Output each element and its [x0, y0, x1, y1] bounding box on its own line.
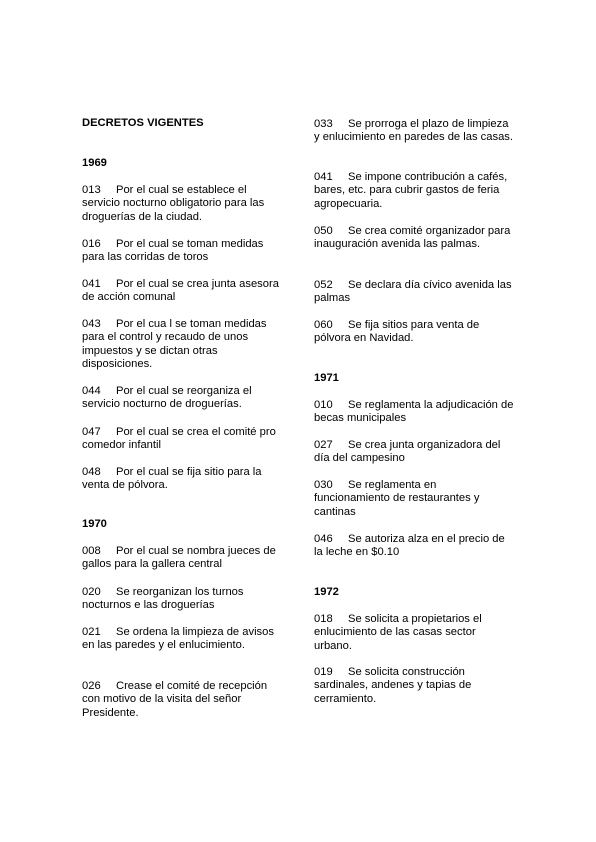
- decree-number: 060: [314, 319, 333, 331]
- decree-entry: [314, 279, 514, 306]
- decree-text: Se crea comité organizador para inauguración avenida las palmas.: [314, 225, 511, 251]
- decree-number: 041: [82, 278, 101, 290]
- decree-text: Se fija sitios para venta de pólvora en Navidad.: [314, 319, 480, 345]
- year-heading: 1972: [314, 586, 339, 598]
- decree-number: 013: [82, 184, 101, 196]
- decree-text: Se solicita a propietarios el enlucimiento de las casas sector urbano.: [314, 613, 482, 652]
- decree-text: Por el cual se toman medidas para las corridas de toros: [82, 238, 264, 264]
- decree-text: Por el cual se reorganiza el servicio nocturno de droguerías.: [82, 385, 252, 411]
- year-heading: 1970: [82, 518, 107, 530]
- decree-text: Se reorganizan los turnos nocturnos e las droguerías: [82, 586, 244, 612]
- decree-text: Por el cual se crea junta asesora de acción comunal: [82, 278, 279, 304]
- decree-entry: [314, 399, 514, 426]
- decree-entry: [82, 278, 280, 305]
- decree-text: Se declara día cívico avenida las palmas: [314, 279, 512, 305]
- decree-number: 041: [314, 171, 333, 183]
- decree-entry: [82, 545, 280, 572]
- decree-text: Se reglamenta la adjudicación de becas municipales: [314, 399, 514, 425]
- decree-entry: [82, 466, 280, 493]
- decree-number: 008: [82, 545, 101, 557]
- decree-entry: [82, 184, 280, 224]
- decree-entry: [82, 385, 280, 412]
- decree-text: Por el cual se fija sitio para la venta de pólvora.: [82, 466, 262, 492]
- decree-number: 044: [82, 385, 101, 397]
- decree-text: Se reglamenta en funcionamiento de restaurantes y cantinas: [314, 479, 480, 518]
- decree-number: 048: [82, 466, 101, 478]
- decree-number: 020: [82, 586, 101, 598]
- decree-text: Se autoriza alza en el precio de la leche en $0.10: [314, 533, 505, 559]
- decree-text: Por el cual se nombra jueces de gallos para la gallera central: [82, 545, 276, 571]
- decree-number: 026: [82, 680, 101, 692]
- decree-entry: [314, 613, 514, 653]
- decree-text: Se solicita construcción sardinales, andenes y tapias de cerramiento.: [314, 666, 472, 705]
- decree-number: 046: [314, 533, 333, 545]
- decree-entry: [314, 118, 514, 145]
- decree-text: Por el cual se establece el servicio nocturno obligatorio para las droguerías de la ciudad.: [82, 184, 265, 223]
- decree-entry: [82, 426, 280, 453]
- decree-number: 027: [314, 439, 333, 451]
- decree-entry: [82, 318, 280, 372]
- decree-number: 030: [314, 479, 333, 491]
- decree-text: Se impone contribución a cafés, bares, etc. para cubrir gastos de feria agropecuaria.: [314, 171, 508, 210]
- decree-text: Crease el comité de recepción con motivo de la visita del señor Presidente.: [82, 680, 268, 719]
- decree-entry: [314, 479, 514, 519]
- decree-entry: [82, 586, 280, 613]
- decree-entry: [314, 533, 514, 560]
- decree-entry: [82, 626, 280, 653]
- decree-number: 043: [82, 318, 101, 330]
- decree-number: 033: [314, 118, 333, 130]
- year-heading: 1969: [82, 157, 107, 169]
- decree-number: 018: [314, 613, 333, 625]
- document-title: DECRETOS VIGENTES: [82, 117, 204, 129]
- decree-entry: [314, 225, 514, 252]
- decree-number: 050: [314, 225, 333, 237]
- decree-entry: [314, 666, 514, 706]
- decree-text: Se prorroga el plazo de limpieza y enlucimiento en paredes de las casas.: [314, 118, 514, 144]
- decree-text: Por el cua l se toman medidas para el control y recaudo de unos impuestos y se dictan otras disposiciones.: [82, 318, 267, 371]
- decree-entry: [314, 171, 514, 211]
- decree-number: 047: [82, 426, 101, 438]
- year-heading: 1971: [314, 372, 339, 384]
- decree-number: 019: [314, 666, 333, 678]
- decree-text: Se crea junta organizadora del día del campesino: [314, 439, 501, 465]
- decree-number: 021: [82, 626, 101, 638]
- decree-number: 052: [314, 279, 333, 291]
- decree-text: Por el cual se crea el comité pro comedor infantil: [82, 426, 276, 452]
- decree-entry: [82, 680, 280, 720]
- decree-number: 010: [314, 399, 333, 411]
- decree-entry: [314, 439, 514, 466]
- decree-text: Se ordena la limpieza de avisos en las paredes y el enlucimiento.: [82, 626, 274, 652]
- decree-entry: [82, 238, 280, 265]
- decree-number: 016: [82, 238, 101, 250]
- decree-entry: [314, 319, 514, 346]
